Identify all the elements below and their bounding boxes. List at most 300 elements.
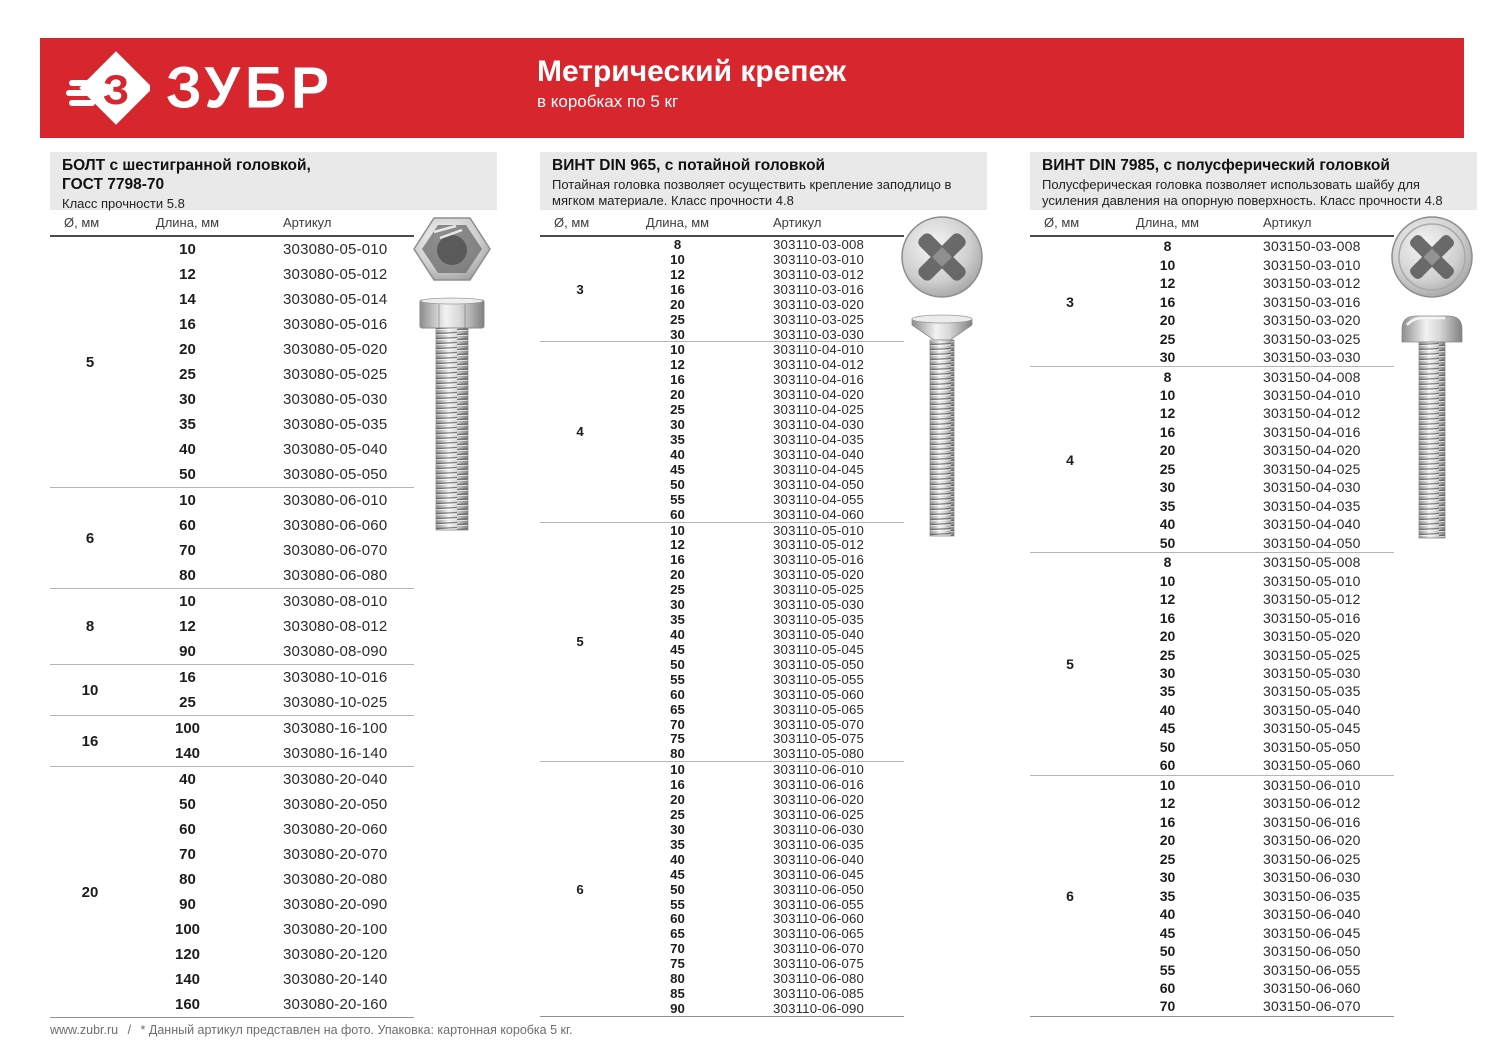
- table-description: Потайная головка позволяет осуществить крепление заподлицо в мягком материале. Класс прочности 4.8: [552, 176, 952, 209]
- article-value: 303080-20-160: [283, 996, 388, 1013]
- table-row: [1110, 274, 1394, 292]
- group-rows: [1110, 776, 1394, 1016]
- article-value: 303110-03-012: [773, 266, 865, 282]
- diameter-group: [50, 715, 414, 766]
- length-value: 12: [179, 618, 196, 635]
- article-value: 303150-05-050: [1263, 738, 1361, 755]
- article-value: 303080-05-014: [283, 291, 388, 308]
- table-row: [620, 926, 904, 941]
- length-value: 10: [1159, 572, 1176, 589]
- article-value: 303110-05-060: [773, 686, 865, 702]
- countersunk-screw-side-view: [911, 312, 973, 540]
- article-value: 303150-05-012: [1263, 591, 1361, 608]
- article-value: 303150-04-050: [1263, 534, 1361, 551]
- article-value: 303080-20-120: [283, 946, 388, 963]
- table-row: [1110, 404, 1394, 422]
- length-value: 40: [179, 441, 196, 458]
- article-value: 303080-05-025: [283, 366, 388, 383]
- table-row: [130, 614, 414, 639]
- length-value: 25: [1159, 646, 1176, 663]
- article-value: 303080-20-140: [283, 971, 388, 988]
- diameter-group: [50, 237, 414, 487]
- article-value: 303110-05-065: [773, 701, 865, 717]
- header-banner: [40, 38, 1464, 138]
- table-row: [130, 842, 414, 867]
- table-row: [1110, 831, 1394, 849]
- length-value: 75: [670, 731, 685, 747]
- table-row: [620, 597, 904, 612]
- length-value: 70: [179, 542, 196, 559]
- length-value: 60: [670, 686, 685, 702]
- table-row: [130, 287, 414, 312]
- column-headers: [1030, 210, 1394, 237]
- length-value: 40: [670, 446, 685, 462]
- article-value: 303110-04-060: [773, 506, 865, 522]
- length-value: 12: [670, 266, 685, 282]
- article-value: 303150-06-070: [1263, 998, 1361, 1015]
- article-value: 303150-06-016: [1263, 813, 1361, 830]
- length-value: 80: [670, 971, 685, 987]
- diameter-value: 16: [81, 732, 99, 750]
- article-value: 303150-04-040: [1263, 516, 1361, 533]
- diameter-value: 6: [85, 529, 95, 547]
- table-title-block: [540, 152, 987, 210]
- table-row: [1110, 997, 1394, 1015]
- table-row: [130, 362, 414, 387]
- tables-area: [50, 152, 1477, 1018]
- table-row: [1110, 960, 1394, 978]
- article-value: 303110-05-016: [773, 552, 865, 568]
- table-row: [620, 417, 904, 432]
- article-value: 303110-06-090: [773, 1001, 865, 1017]
- table-row: [1110, 813, 1394, 831]
- phillips-head-top-view: [1389, 214, 1475, 300]
- length-value: 12: [1159, 795, 1176, 812]
- table-row: [620, 642, 904, 657]
- article-value: 303110-05-045: [773, 641, 865, 657]
- countersunk-screw-photo: [897, 214, 987, 540]
- article-value: 303110-04-010: [773, 342, 865, 358]
- length-value: 20: [670, 567, 685, 583]
- diameter-group: [540, 522, 904, 762]
- diameter-group: [540, 237, 904, 341]
- table-row: [1110, 553, 1394, 571]
- article-value: 303110-05-030: [773, 597, 865, 613]
- article-value: 303110-03-020: [773, 296, 865, 312]
- table-row: [1110, 497, 1394, 515]
- diameter-value: 3: [1066, 293, 1074, 310]
- article-value: 303150-03-025: [1263, 330, 1361, 347]
- hex-head-top-view: [410, 214, 494, 284]
- zubr-diamond-icon: [64, 49, 150, 127]
- article-value: 303110-04-035: [773, 431, 865, 447]
- column-header-article: Артикул: [1263, 215, 1312, 230]
- length-value: 25: [179, 694, 196, 711]
- table-row: [1110, 942, 1394, 960]
- length-value: 60: [1159, 757, 1176, 774]
- article-value: 303110-06-040: [773, 851, 865, 867]
- table-row: [620, 971, 904, 986]
- article-value: 303110-05-010: [773, 522, 865, 538]
- length-value: 10: [179, 593, 196, 610]
- table-row: [1110, 311, 1394, 329]
- table-row: [130, 967, 414, 992]
- diameter-group: [50, 664, 414, 715]
- table-row: [1110, 590, 1394, 608]
- article-value: 303080-05-012: [283, 266, 388, 283]
- article-value: 303080-20-050: [283, 796, 388, 813]
- length-value: 10: [670, 762, 685, 778]
- table-row: [620, 672, 904, 687]
- table-row: [1110, 534, 1394, 552]
- length-value: 12: [179, 266, 196, 283]
- article-value: 303150-05-040: [1263, 701, 1361, 718]
- table-description: Полусферическая головка позволяет использовать шайбу для усиления давления на опорную поверхность. Класс прочности 4.8: [1042, 176, 1443, 209]
- length-value: 60: [670, 911, 685, 927]
- length-value: 70: [670, 941, 685, 957]
- length-value: 35: [1159, 683, 1176, 700]
- length-value: 12: [1159, 405, 1176, 422]
- table-row: [130, 716, 414, 741]
- article-value: 303110-06-020: [773, 792, 865, 808]
- group-rows: [130, 488, 414, 588]
- table-row: [1110, 292, 1394, 310]
- group-rows: [1110, 553, 1394, 775]
- length-value: 90: [179, 896, 196, 913]
- article-value: 303080-05-050: [283, 466, 388, 483]
- article-value: 303110-06-075: [773, 956, 865, 972]
- length-value: 10: [179, 241, 196, 258]
- table-title-block: [1030, 152, 1477, 210]
- length-value: 8: [1163, 238, 1172, 255]
- article-value: 303150-06-020: [1263, 832, 1361, 849]
- article-value: 303080-20-100: [283, 921, 388, 938]
- group-rows: [130, 716, 414, 766]
- length-value: 20: [1159, 442, 1176, 459]
- table-row: [1110, 979, 1394, 997]
- length-value: 50: [670, 476, 685, 492]
- length-value: 25: [1159, 330, 1176, 347]
- length-value: 50: [670, 656, 685, 672]
- table-row: [1110, 682, 1394, 700]
- table-row: [1110, 386, 1394, 404]
- table-row: [130, 792, 414, 817]
- table-row: [1110, 441, 1394, 459]
- length-value: 45: [670, 461, 685, 477]
- article-value: 303080-20-060: [283, 821, 388, 838]
- length-value: 120: [174, 946, 201, 963]
- hex-bolt-photo: [407, 214, 497, 534]
- article-value: 303150-04-012: [1263, 405, 1361, 422]
- table-row: [1110, 923, 1394, 941]
- table-row: [130, 867, 414, 892]
- table-row: [620, 342, 904, 357]
- article-value: 303150-06-050: [1263, 943, 1361, 960]
- length-value: 10: [670, 522, 685, 538]
- column-header-length: Длина, мм: [1135, 215, 1200, 230]
- table-row: [620, 327, 904, 342]
- length-value: 14: [179, 291, 196, 308]
- diameter-value: 5: [85, 353, 95, 371]
- diameter-value: 10: [81, 681, 99, 699]
- table-row: [1110, 756, 1394, 774]
- length-value: 10: [1159, 256, 1176, 273]
- length-value: 25: [179, 366, 196, 383]
- table-row: [1110, 886, 1394, 904]
- article-value: 303110-06-070: [773, 941, 865, 957]
- table-row: [1110, 794, 1394, 812]
- table-row: [620, 582, 904, 597]
- table-row: [1110, 849, 1394, 867]
- length-value: 20: [1159, 832, 1176, 849]
- article-value: 303150-05-030: [1263, 665, 1361, 682]
- length-value: 100: [174, 921, 201, 938]
- length-value: 20: [1159, 312, 1176, 329]
- article-value: 303150-06-012: [1263, 795, 1361, 812]
- length-value: 60: [670, 506, 685, 522]
- product-table-2: [540, 152, 987, 1018]
- article-value: 303110-06-050: [773, 881, 865, 897]
- article-value: 303150-05-035: [1263, 683, 1361, 700]
- table-row: [1110, 738, 1394, 756]
- length-value: 45: [1159, 720, 1176, 737]
- article-value: 303150-06-030: [1263, 869, 1361, 886]
- length-value: 60: [179, 821, 196, 838]
- length-value: 12: [1159, 275, 1176, 292]
- length-value: 25: [1159, 460, 1176, 477]
- article-value: 303110-06-055: [773, 896, 865, 912]
- length-value: 16: [1159, 293, 1176, 310]
- article-value: 303150-05-025: [1263, 646, 1361, 663]
- table-row: [130, 589, 414, 614]
- article-value: 303110-03-016: [773, 281, 865, 297]
- length-value: 16: [179, 669, 196, 686]
- diameter-value: 8: [85, 618, 95, 635]
- length-value: 20: [1159, 628, 1176, 645]
- article-value: 303080-06-070: [283, 542, 388, 559]
- table-row: [620, 941, 904, 956]
- length-value: 8: [1163, 554, 1172, 571]
- column-header-diameter: Ø, мм: [64, 215, 100, 230]
- article-value: 303110-04-030: [773, 417, 865, 433]
- table-row: [620, 897, 904, 912]
- length-value: 30: [670, 326, 685, 342]
- length-value: 10: [1159, 386, 1176, 403]
- article-value: 303150-05-010: [1263, 572, 1361, 589]
- article-value: 303150-04-035: [1263, 497, 1361, 514]
- length-value: 16: [1159, 423, 1176, 440]
- group-rows: [1110, 237, 1394, 366]
- diameter-value: 3: [576, 281, 584, 297]
- footer-note: * Данный артикул представлен на фото. Упаковка: картонная коробка 5 кг.: [140, 1023, 573, 1037]
- length-value: 35: [670, 431, 685, 447]
- table-row: [130, 462, 414, 487]
- article-value: 303080-08-010: [283, 593, 388, 610]
- length-value: 35: [1159, 887, 1176, 904]
- length-value: 12: [1159, 591, 1176, 608]
- article-value: 303080-20-070: [283, 846, 388, 863]
- table-row: [130, 412, 414, 437]
- article-value: 303110-06-030: [773, 821, 865, 837]
- diameter-group: [1030, 775, 1394, 1016]
- table-row: [130, 690, 414, 715]
- article-value: 303110-06-016: [773, 777, 865, 793]
- table-row: [620, 237, 904, 252]
- article-value: 303080-10-025: [283, 694, 388, 711]
- column-header-diameter: Ø, мм: [1044, 215, 1080, 230]
- length-value: 10: [670, 342, 685, 358]
- banner-titles: [537, 55, 846, 112]
- article-value: 303110-05-080: [773, 746, 865, 762]
- article-value: 303110-04-040: [773, 446, 865, 462]
- length-value: 45: [670, 641, 685, 657]
- table-row: [620, 746, 904, 761]
- table-row: [620, 312, 904, 327]
- article-value: 303110-03-010: [773, 251, 865, 267]
- column-header-article: Артикул: [283, 215, 332, 230]
- length-value: 35: [670, 612, 685, 628]
- table-row: [130, 665, 414, 690]
- article-value: 303110-06-080: [773, 971, 865, 987]
- article-value: 303110-05-020: [773, 567, 865, 583]
- article-value: 303080-05-020: [283, 341, 388, 358]
- table-row: [620, 731, 904, 746]
- table-row: [1110, 608, 1394, 626]
- length-value: 25: [1159, 850, 1176, 867]
- table-row: [620, 807, 904, 822]
- table-row: [620, 777, 904, 792]
- table-body: [1030, 237, 1394, 1017]
- length-value: 20: [670, 296, 685, 312]
- article-value: 303150-03-010: [1263, 256, 1361, 273]
- article-value: 303080-08-090: [283, 643, 388, 660]
- length-value: 50: [1159, 943, 1176, 960]
- length-value: 40: [670, 626, 685, 642]
- length-value: 45: [670, 866, 685, 882]
- article-value: 303110-06-085: [773, 986, 865, 1002]
- length-value: 50: [1159, 534, 1176, 551]
- article-value: 303110-05-050: [773, 656, 865, 672]
- length-value: 25: [670, 311, 685, 327]
- table-row: [620, 537, 904, 552]
- diameter-group: [1030, 237, 1394, 366]
- table-row: [620, 657, 904, 672]
- table-body: [540, 237, 904, 1017]
- diameter-value: 6: [1066, 887, 1074, 904]
- table-row: [620, 402, 904, 417]
- article-value: 303150-05-020: [1263, 628, 1361, 645]
- page-subtitle: в коробках по 5 кг: [537, 92, 679, 111]
- table-row: [1110, 329, 1394, 347]
- article-value: 303150-03-012: [1263, 275, 1361, 292]
- table-title: ВИНТ DIN 965, с потайной головкой: [552, 157, 826, 174]
- length-value: 12: [670, 357, 685, 373]
- length-value: 16: [670, 281, 685, 297]
- article-value: 303110-04-055: [773, 491, 865, 507]
- length-value: 60: [1159, 979, 1176, 996]
- table-row: [1110, 255, 1394, 273]
- length-value: 16: [179, 316, 196, 333]
- article-value: 303150-06-035: [1263, 887, 1361, 904]
- table-row: [620, 507, 904, 522]
- length-value: 90: [670, 1001, 685, 1017]
- table-row: [620, 687, 904, 702]
- article-value: 303110-06-025: [773, 807, 865, 823]
- diameter-value: 4: [1066, 451, 1074, 468]
- article-value: 303110-03-008: [773, 237, 865, 252]
- length-value: 50: [179, 796, 196, 813]
- article-value: 303150-06-060: [1263, 979, 1361, 996]
- column-header-article: Артикул: [773, 215, 822, 230]
- table-row: [1110, 664, 1394, 682]
- article-value: 303080-20-080: [283, 871, 388, 888]
- pan-screw-side-view: [1399, 312, 1465, 544]
- article-value: 303110-06-010: [773, 762, 865, 778]
- article-value: 303110-04-016: [773, 372, 865, 388]
- article-value: 303150-05-008: [1263, 554, 1361, 571]
- length-value: 35: [1159, 497, 1176, 514]
- table-row: [620, 702, 904, 717]
- length-value: 30: [179, 391, 196, 408]
- table-description: Класс прочности 5.8: [62, 195, 185, 211]
- article-value: 303150-04-008: [1263, 368, 1361, 385]
- table-row: [620, 612, 904, 627]
- table-row: [620, 492, 904, 507]
- length-value: 35: [670, 836, 685, 852]
- group-rows: [620, 342, 904, 521]
- article-value: 303150-03-016: [1263, 293, 1361, 310]
- article-value: 303110-04-025: [773, 402, 865, 418]
- table-row: [620, 372, 904, 387]
- table-row: [620, 852, 904, 867]
- table-row: [1110, 627, 1394, 645]
- diameter-value: 4: [576, 424, 584, 440]
- table-row: [620, 567, 904, 582]
- table-row: [1110, 348, 1394, 366]
- table-row: [620, 297, 904, 312]
- length-value: 25: [670, 807, 685, 823]
- article-value: 303110-04-012: [773, 357, 865, 373]
- article-value: 303080-08-012: [283, 618, 388, 635]
- length-value: 40: [1159, 906, 1176, 923]
- table-row: [1110, 645, 1394, 663]
- diameter-group: [1030, 552, 1394, 775]
- length-value: 16: [670, 552, 685, 568]
- table-row: [130, 262, 414, 287]
- article-value: 303110-04-050: [773, 476, 865, 492]
- article-value: 303150-05-016: [1263, 609, 1361, 626]
- page-footer: [50, 1023, 579, 1037]
- brand-name: ЗУБР: [166, 54, 334, 121]
- zubr-logo: [64, 51, 334, 125]
- length-value: 10: [179, 492, 196, 509]
- length-value: 50: [179, 466, 196, 483]
- table-row: [1110, 905, 1394, 923]
- table-row: [130, 639, 414, 664]
- length-value: 80: [670, 746, 685, 762]
- table-row: [620, 552, 904, 567]
- column-headers: [540, 210, 904, 237]
- article-value: 303080-06-080: [283, 567, 388, 584]
- length-value: 16: [670, 372, 685, 388]
- table-row: [620, 357, 904, 372]
- group-rows: [1110, 367, 1394, 552]
- length-value: 40: [1159, 701, 1176, 718]
- article-value: 303150-04-010: [1263, 386, 1361, 403]
- length-value: 70: [670, 716, 685, 732]
- table-row: [1110, 237, 1394, 255]
- table-row: [130, 563, 414, 588]
